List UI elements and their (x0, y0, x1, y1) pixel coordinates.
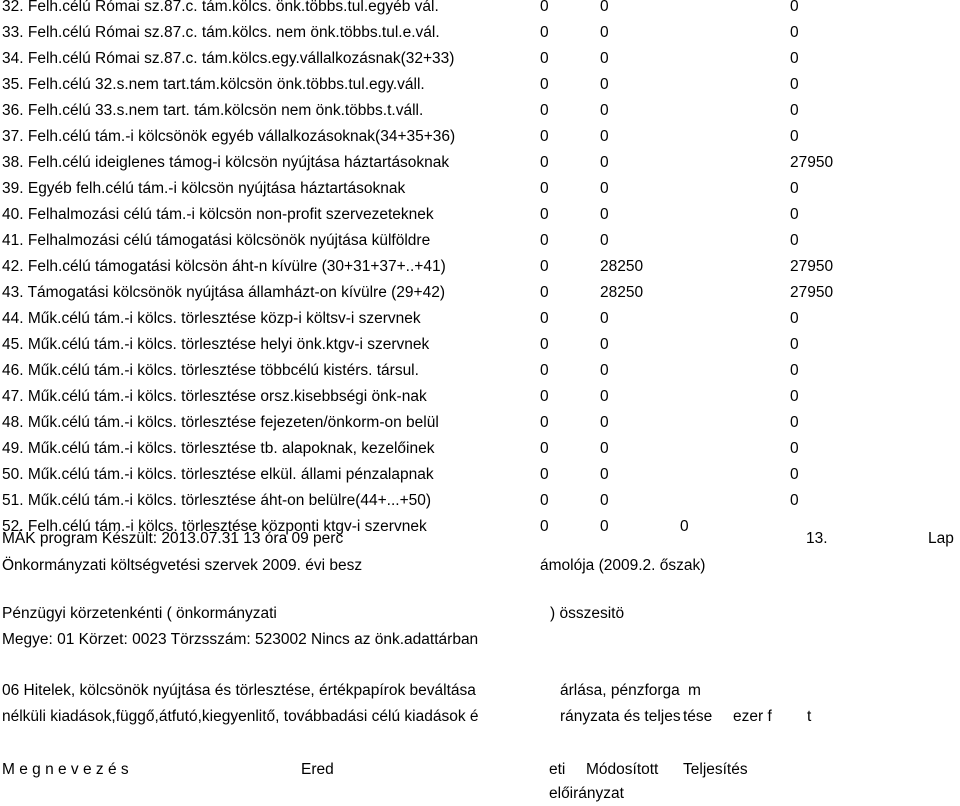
page-number: 13. (806, 530, 828, 547)
row-label: 44. Műk.célú tám.-i kölcs. törlesztése közp-i költsv-i szervnek (2, 310, 421, 327)
table-row (0, 358, 960, 384)
row-value-c: 0 (790, 388, 799, 405)
section-line-2-tail2: ezer f (733, 708, 772, 725)
row-value-b: 0 (600, 466, 609, 483)
row-value-c: 27950 (790, 284, 834, 301)
row-value-a: 0 (540, 102, 549, 119)
row-value-a: 0 (540, 466, 549, 483)
table-row (0, 202, 960, 228)
row-label: 42. Felh.célú támogatási kölcsön áht-n kívülre (30+31+37+..+41) (2, 258, 446, 275)
row-value-c: 27950 (790, 258, 834, 275)
section-line-2-tail1: tése (683, 708, 713, 725)
row-value-c: 0 (790, 362, 799, 379)
row-value-a: 0 (540, 180, 549, 197)
row-value-c: 0 (790, 50, 799, 67)
section-line-1-right: árlása, pénzforga (560, 682, 680, 699)
row-value-b: 0 (600, 362, 609, 379)
table-row (0, 176, 960, 202)
table-row (0, 124, 960, 150)
table-row (0, 98, 960, 124)
row-value-a: 0 (540, 0, 549, 15)
row-value-c: 0 (790, 336, 799, 353)
table-row (0, 462, 960, 488)
row-value-b: 0 (600, 414, 609, 431)
row-label: 43. Támogatási kölcsönök nyújtása államházt-on kívülre (29+42) (2, 284, 445, 301)
row-value-b: 0 (600, 0, 609, 15)
row-value-a: 0 (540, 336, 549, 353)
row-value-b: 0 (600, 206, 609, 223)
table-row (0, 410, 960, 436)
row-value-b: 28250 (600, 258, 644, 275)
row-label: 37. Felh.célú tám.-i kölcsönök egyéb vállalkozásoknak(34+35+36) (2, 128, 456, 145)
table-row (0, 0, 960, 20)
section-line-2: nélküli kiadások,függő,átfutó,kiegyenlitő, továbbadási célú kiadások é (2, 708, 479, 725)
row-label: 41. Felhalmozási célú támogatási kölcsönök nyújtása külföldre (2, 232, 431, 249)
row-label: 49. Műk.célú tám.-i kölcs. törlesztése tb. alapoknak, kezelőinek (2, 440, 435, 457)
section-line-1: 06 Hitelek, kölcsönök nyújtása és törlesztése, értékpapírok beváltása (2, 682, 476, 699)
row-value-c: 0 (790, 232, 799, 249)
header-ered: Ered (301, 761, 334, 778)
header-eloiranyzat: előirányzat (549, 785, 624, 802)
row-value-b: 0 (600, 180, 609, 197)
row-value-a: 0 (540, 24, 549, 41)
row-label: 51. Műk.célú tám.-i kölcs. törlesztése áht-on belülre(44+...+50) (2, 492, 432, 509)
table-row (0, 20, 960, 46)
header-eti: eti (549, 761, 566, 778)
table-row (0, 488, 960, 514)
section-line-2-tail3: t (807, 708, 812, 725)
table-row (0, 436, 960, 462)
row-value-c: 0 (790, 492, 799, 509)
district-right: ) összesitö (550, 605, 625, 622)
row-label: 34. Felh.célú Római sz.87.c. tám.kölcs.egy.vállalkozásnak(32+33) (2, 50, 455, 67)
row-label: 40. Felhalmozási célú tám.-i kölcsön non-profit szervezeteknek (2, 206, 434, 223)
row-label: 52. Felh.célú tám.-i kölcs. törlesztése központi ktgv-i szervnek (2, 518, 427, 535)
table-row (0, 228, 960, 254)
table-row (0, 280, 960, 306)
program-line: MÁK program Készült: 2013.07.31 13 óra 09 perc (2, 530, 344, 547)
row-value-b: 0 (600, 154, 609, 171)
row-label: 47. Műk.célú tám.-i kölcs. törlesztése orsz.kisebbségi önk-nak (2, 388, 427, 405)
page-word: Lap (928, 530, 954, 547)
row-value-b: 0 (600, 102, 609, 119)
row-value-c: 0 (790, 440, 799, 457)
row-value-c: 0 (790, 310, 799, 327)
table-row (0, 150, 960, 176)
row-value-a: 0 (540, 206, 549, 223)
row-value-a: 0 (540, 258, 549, 275)
county-line: Megye: 01 Körzet: 0023 Törzsszám: 523002 Nincs az önk.adattárban (2, 631, 479, 648)
row-value-c: 0 (790, 0, 799, 15)
row-value-b: 0 (600, 336, 609, 353)
row-value-c: 0 (790, 180, 799, 197)
row-label: 39. Egyéb felh.célú tám.-i kölcsön nyújtása háztartásoknak (2, 180, 406, 197)
row-value-a: 0 (540, 128, 549, 145)
row-label: 33. Felh.célú Római sz.87.c. tám.kölcs. nem önk.többs.tul.e.vál. (2, 24, 440, 41)
row-value-a: 0 (540, 518, 549, 535)
row-value-b: 0 (600, 76, 609, 93)
row-value-b: 0 (600, 518, 609, 535)
row-value-c: 0 (790, 414, 799, 431)
row-label: 50. Műk.célú tám.-i kölcs. törlesztése elkül. állami pénzalapnak (2, 466, 434, 483)
report-title-right: ámolója (2009.2. őszak) (540, 557, 706, 574)
row-label: 48. Műk.célú tám.-i kölcs. törlesztése fejezeten/önkorm-on belül (2, 414, 439, 431)
row-value-c: 0 (790, 206, 799, 223)
table-row (0, 72, 960, 98)
row-value-a: 0 (540, 440, 549, 457)
district-left: Pénzügyi körzetenkénti ( önkormányzati (2, 605, 277, 622)
row-value-a: 0 (540, 50, 549, 67)
row-label: 38. Felh.célú ideiglenes támog-i kölcsön nyújtása háztartásoknak (2, 154, 450, 171)
row-value-b: 0 (600, 440, 609, 457)
header-teljesites: Teljesítés (683, 761, 748, 778)
row-value-a: 0 (540, 388, 549, 405)
row-label: 36. Felh.célú 33.s.nem tart. tám.kölcsön nem önk.többs.t.váll. (2, 102, 424, 119)
row-value-b: 0 (600, 128, 609, 145)
row-value-a: 0 (540, 284, 549, 301)
row-value-a: 0 (540, 492, 549, 509)
row-label: 35. Felh.célú 32.s.nem tart.tám.kölcsön önk.többs.tul.egy.váll. (2, 76, 425, 93)
section-line-1-tail: m (688, 682, 701, 699)
header-modositott: Módosított (586, 761, 659, 778)
row-value-a: 0 (540, 310, 549, 327)
row-value-a: 0 (540, 362, 549, 379)
row-value-c: 0 (790, 466, 799, 483)
table-row (0, 332, 960, 358)
row-value-c: 0 (790, 76, 799, 93)
row-value-c: 27950 (790, 154, 834, 171)
row-value-a: 0 (540, 414, 549, 431)
row-label: 46. Műk.célú tám.-i kölcs. törlesztése többcélú kistérs. társul. (2, 362, 419, 379)
row-value-b: 0 (600, 232, 609, 249)
row-value-c: 0 (790, 24, 799, 41)
row-value-a: 0 (540, 76, 549, 93)
row-label: 45. Műk.célú tám.-i kölcs. törlesztése helyi önk.ktgv-i szervnek (2, 336, 430, 353)
header-megnevezes: M e g n e v e z é s (2, 761, 129, 778)
row-value-a: 0 (540, 232, 549, 249)
section-line-2-right: rányzata és teljes (560, 708, 681, 725)
row-value-c: 0 (790, 102, 799, 119)
table-row (0, 46, 960, 72)
row-value-b: 0 (600, 492, 609, 509)
row-value-c: 0 (790, 128, 799, 145)
row-value-a: 0 (540, 154, 549, 171)
table-row (0, 254, 960, 280)
row-value-b: 28250 (600, 284, 644, 301)
row-value-b: 0 (600, 310, 609, 327)
row-value-b: 0 (600, 50, 609, 67)
report-title-left: Önkormányzati költségvetési szervek 2009. évi besz (2, 557, 363, 574)
row-label: 32. Felh.célú Római sz.87.c. tám.kölcs. önk.többs.tul.egyéb vál. (2, 0, 439, 15)
row-value-b: 0 (600, 24, 609, 41)
row-value-b: 0 (600, 388, 609, 405)
row-value-c: 0 (680, 518, 689, 535)
table-row (0, 384, 960, 410)
table-row (0, 306, 960, 332)
